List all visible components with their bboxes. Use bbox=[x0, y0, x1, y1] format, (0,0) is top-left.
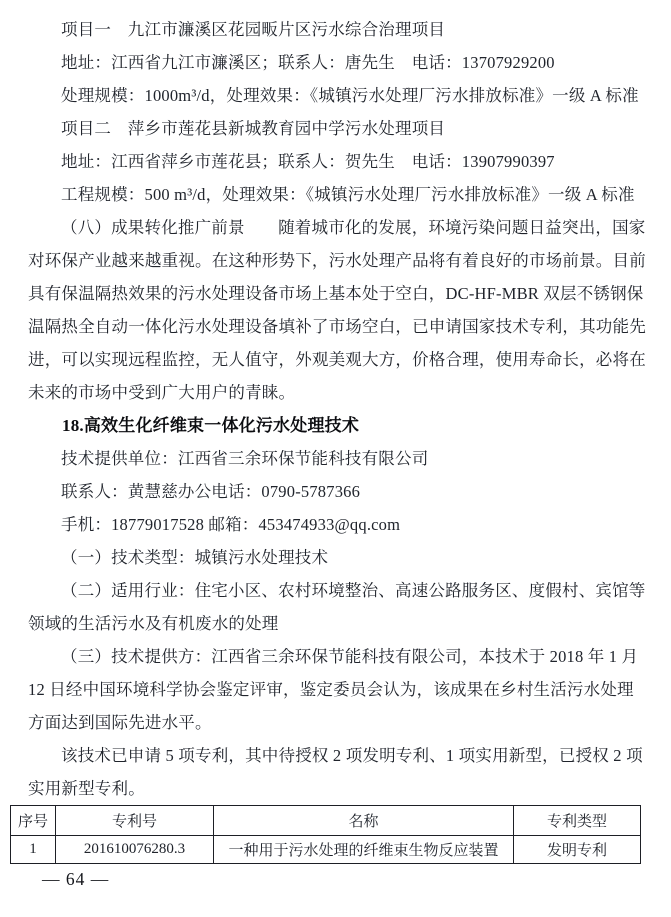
section-heading-18: 18.高效生化纤维束一体化污水处理技术 bbox=[62, 416, 360, 435]
table-cell-patent-no: 201610076280.3 bbox=[56, 836, 214, 864]
tech-provider-line: 技术提供单位：江西省三余环保节能科技有限公司 bbox=[61, 449, 429, 468]
mobile-email-line: 手机：18779017528 邮箱：453474933@qq.com bbox=[61, 515, 401, 534]
table-header-row bbox=[11, 806, 641, 836]
table-header-patent-type: 专利类型 bbox=[514, 806, 641, 836]
project-two-scale: 工程规模：500 m³/d，处理效果：《城镇污水处理厂污水排放标准》一级 A 标准 bbox=[61, 185, 635, 204]
paragraph-line: 对环保产业越来越重视。在这种形势下，污水处理产品将有着良好的市场前景。目前 bbox=[28, 251, 646, 270]
contact-line: 联系人：黄慧慈办公电话：0790-5787366 bbox=[61, 482, 361, 501]
table-header-index: 序号 bbox=[11, 806, 56, 836]
section-eight-paragraph: （八）成果转化推广前景 随着城市化的发展，环境污染问题日益突出，国家 bbox=[61, 218, 646, 237]
paragraph-line: 12 日经中国环境科学协会鉴定评审，鉴定委员会认为，该成果在乡村生活污水处理 bbox=[28, 680, 634, 699]
page-number: — 64 — bbox=[42, 869, 110, 889]
table-row bbox=[11, 836, 641, 864]
tech-provider-paragraph: （三）技术提供方：江西省三余环保节能科技有限公司，本技术于 2018 年 1 月 bbox=[61, 647, 639, 666]
table-cell-patent-type: 发明专利 bbox=[514, 836, 641, 864]
table-cell-name: 一种用于污水处理的纤维束生物反应装置 bbox=[214, 836, 514, 864]
table-cell-index: 1 bbox=[11, 836, 56, 864]
project-two-title: 项目二 萍乡市莲花县新城教育园中学污水处理项目 bbox=[61, 119, 446, 138]
applicable-industry-line: （二）适用行业：住宅小区、农村环境整治、高速公路服务区、度假村、宾馆等 bbox=[61, 581, 646, 600]
tech-type-line: （一）技术类型：城镇污水处理技术 bbox=[61, 548, 329, 567]
paragraph-line: 进，可以实现远程监控，无人值守，外观美观大方，价格合理，使用寿命长，必将在 bbox=[28, 350, 646, 369]
patents-table bbox=[10, 805, 641, 864]
project-one-scale: 处理规模：1000m³/d，处理效果：《城镇污水处理厂污水排放标准》一级 A 标准 bbox=[61, 86, 639, 105]
paragraph-line: 未来的市场中受到广大用户的青睐。 bbox=[28, 383, 296, 402]
paragraph-line: 领域的生活污水及有机废水的处理 bbox=[28, 614, 279, 633]
table-header-patent-no: 专利号 bbox=[56, 806, 214, 836]
project-one-title: 项目一 九江市濂溪区花园畈片区污水综合治理项目 bbox=[61, 20, 446, 39]
table-header-name: 名称 bbox=[214, 806, 514, 836]
paragraph-line: 方面达到国际先进水平。 bbox=[28, 713, 212, 732]
project-one-address: 地址：江西省九江市濂溪区；联系人：唐先生 电话：13707929200 bbox=[61, 53, 555, 72]
patent-summary-end-line: 实用新型专利。 bbox=[28, 779, 145, 798]
paragraph-line: 具有保温隔热效果的污水处理设备市场上基本处于空白，DC-HF-MBR 双层不锈钢保 bbox=[28, 284, 644, 303]
project-two-address: 地址：江西省萍乡市莲花县；联系人：贺先生 电话：13907990397 bbox=[61, 152, 555, 171]
patent-summary-line: 该技术已申请 5 项专利，其中待授权 2 项发明专利、1 项实用新型，已授权 2 项 bbox=[61, 746, 643, 765]
paragraph-line: 温隔热全自动一体化污水处理设备填补了市场空白，已申请国家技术专利，其功能先 bbox=[28, 317, 646, 336]
